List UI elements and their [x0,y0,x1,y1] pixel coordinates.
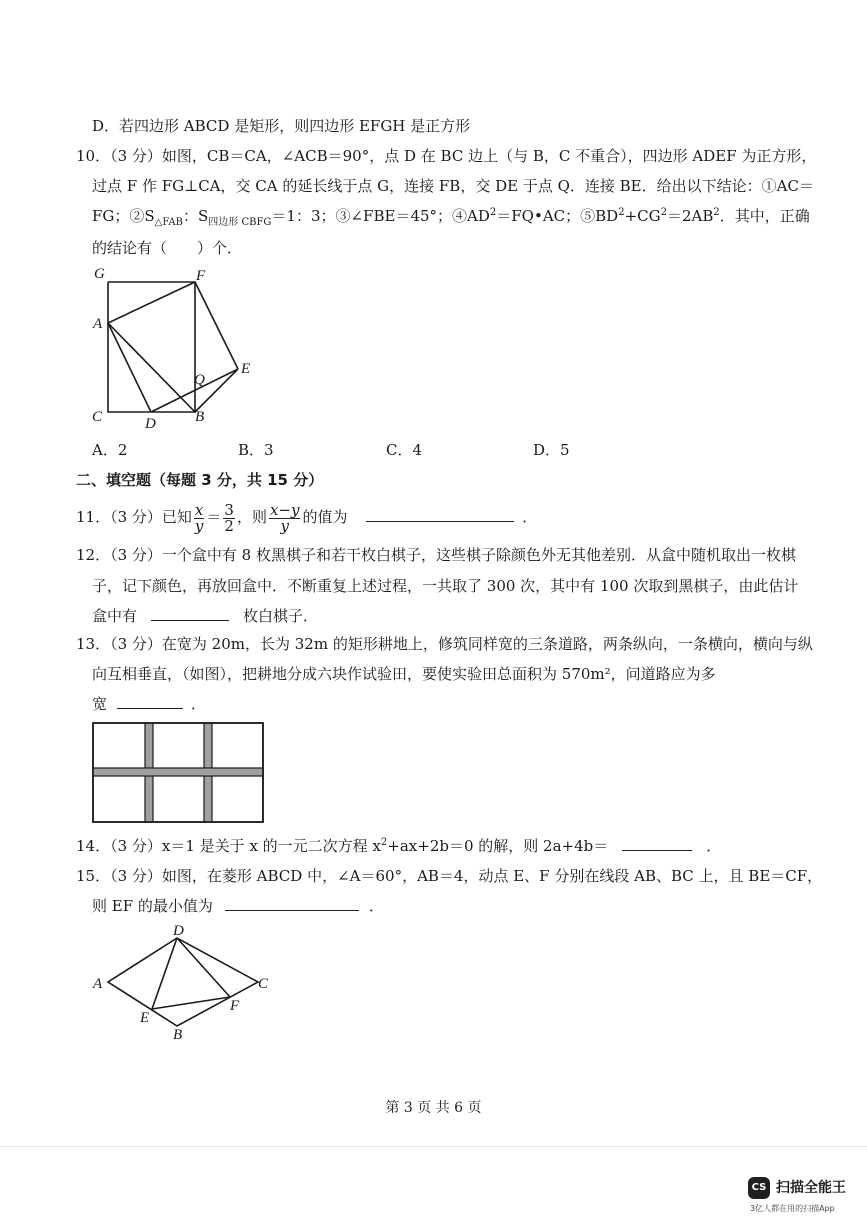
fig10-label-c: C [92,409,103,425]
q13-line2: 向互相垂直，（如图），把耕地分成六块作试验田，要使实验田总面积为 570m²，问道路应为多 [92,665,716,683]
q11-number: 11． [76,508,111,526]
q14-tb: +ax+2b＝0 的解，则 2a+4b＝ [387,837,609,855]
q15-line1 [76,866,822,886]
q14-end: ． [706,837,722,855]
q10-sup4: 2 [713,207,720,218]
q10-option-d: D．5 [533,441,570,459]
q10-text-1: （3 分）如图，CB＝CA，∠ACB＝90°，点 D 在 BC 边上（与 B，C 不重合），四边形 ADEF 为正方形， [110,147,817,165]
q15-t2b: ． [368,897,384,915]
q15-t2a: 则 EF 的最小值为 [92,897,213,915]
fig10-label-q: Q [194,372,205,388]
q15-line2 [92,896,384,916]
q14-sup: 2 [380,837,388,848]
q12-line2: 子，记下颜色，再放回盒中．不断重复上述过程，一共取了 300 次，其中有 100 次取到黑棋子，由此估计 [92,577,799,595]
q13-line3 [92,694,206,714]
fig10-label-b: B [195,409,205,425]
q11-answer-blank[interactable] [366,507,514,522]
q10-sub1: △FAB [154,217,184,228]
scanner-tagline: 3亿人都在用的扫描App [750,1204,835,1213]
q13-text-1: （3 分）在宽为 20m，长为 32m 的矩形耕地上，修筑同样宽的三条道路，两条纵向，一条横向，横向与纵 [110,635,813,653]
q10-figure [88,262,258,432]
q11-frac-3-over-2 [223,500,235,535]
q13-answer-blank[interactable] [117,694,183,709]
q10-number: 10． [76,147,111,165]
q14-ta: （3 分）x＝1 是关于 x 的一元二次方程 x [110,837,381,855]
q13-t3a: 宽 [92,695,108,713]
fig10-label-d: D [145,416,156,432]
q12-text-1: （3 分）一个盒中有 8 枚黑棋子和若干枚白棋子，这些棋子除颜色外无其他差别．从盒中随机取出一枚棋 [110,546,796,564]
q12-number: 12． [76,546,111,564]
q11-suffix: 的值为 [302,508,348,526]
q10-option-a: A．2 [92,441,128,459]
q11-f1-num: x [194,500,204,519]
q11-frac-x-over-y [194,500,204,535]
fig15-label-a: A [93,976,103,992]
q14 [76,836,721,856]
scanner-app-name: 扫描全能王 [776,1180,846,1196]
q10-t3g: ．其中，正确 [719,207,810,225]
q14-number: 14． [76,837,111,855]
q12-t3b: 枚白棋子． [243,607,319,625]
q10-t3f: ＝2AB [666,207,714,225]
q12-answer-blank[interactable] [151,606,229,621]
fig15-label-e: E [140,1010,150,1026]
q11-f3-num: x−y [269,500,300,519]
q10-stem-line1 [76,146,816,166]
q13-t3b: ． [191,695,207,713]
q11-eq: ＝ [206,508,222,526]
q11-prefix: （3 分）已知 [110,508,192,526]
scanner-logo-icon: CS [748,1177,770,1199]
q12-line1 [76,545,796,565]
q10-t3d: ＝FQ•AC；⑤BD [496,207,619,225]
q11-f1-den: y [194,516,204,535]
fig15-label-f: F [230,998,240,1014]
q10-sup3: 2 [660,207,667,218]
q14-answer-blank[interactable] [622,836,692,851]
page-footer: 第 3 页 共 6 页 [385,1100,482,1116]
page-divider [0,1146,867,1147]
q10-sup2: 2 [618,207,625,218]
q15-rhombus-figure [88,918,278,1048]
q10-option-b: B．3 [238,441,274,459]
q10-option-c: C．4 [386,441,423,459]
q10-stem-line2: 过点 F 作 FG⊥CA，交 CA 的延长线于点 G，连接 FB，交 DE 于点 Q．连接 BE．给出以下结论：①AC＝ [92,177,814,195]
fig10-label-g: G [94,266,105,282]
q12-line3 [92,606,318,626]
q10-t3b: ：S [183,207,209,225]
fig10-label-e: E [241,361,251,377]
q11-f2-num: 3 [224,500,234,519]
q10-t3e: +CG [624,207,661,225]
fig15-label-b: B [173,1027,183,1043]
q13-line1 [76,634,813,654]
q10-stem-line3 [92,206,810,233]
q9-option-d: D．若四边形 ABCD 是矩形，则四边形 EFGH 是正方形 [92,117,471,135]
fig15-label-c: C [258,976,269,992]
q15-number: 15． [76,867,111,885]
q13-number: 13． [76,635,111,653]
fig10-label-a: A [93,316,103,332]
q11-mid: ，则 [236,508,267,526]
q15-text-1: （3 分）如图，在菱形 ABCD 中，∠A＝60°，AB＝4，动点 E、F 分别在线段 AB、BC 上，且 BE＝CF， [110,867,823,885]
q13-road-horizontal [93,768,263,776]
section-2-title: 二、填空题（每题 3 分，共 15 分） [76,471,324,489]
q13-field-figure [92,722,265,824]
q11-frac-x-minus-y [269,500,301,535]
q11-f3-den: y [280,516,289,535]
q11-f2-den: 2 [224,516,234,535]
q15-answer-blank[interactable] [225,896,359,911]
q11 [76,500,537,534]
q10-sub2: 四边形 CBFG [208,217,272,228]
q12-t3a: 盒中有 [92,607,138,625]
fig15-label-d: D [173,923,184,939]
q11-end: ． [522,508,538,526]
q10-stem-line4: 的结论有（ ）个． [92,239,243,257]
q10-sup1: 2 [489,207,497,218]
fig10-label-f: F [196,268,206,284]
q10-t3a: FG；②S [92,207,155,225]
q10-t3c: ＝1：3；③∠FBE＝45°；④AD [271,207,490,225]
